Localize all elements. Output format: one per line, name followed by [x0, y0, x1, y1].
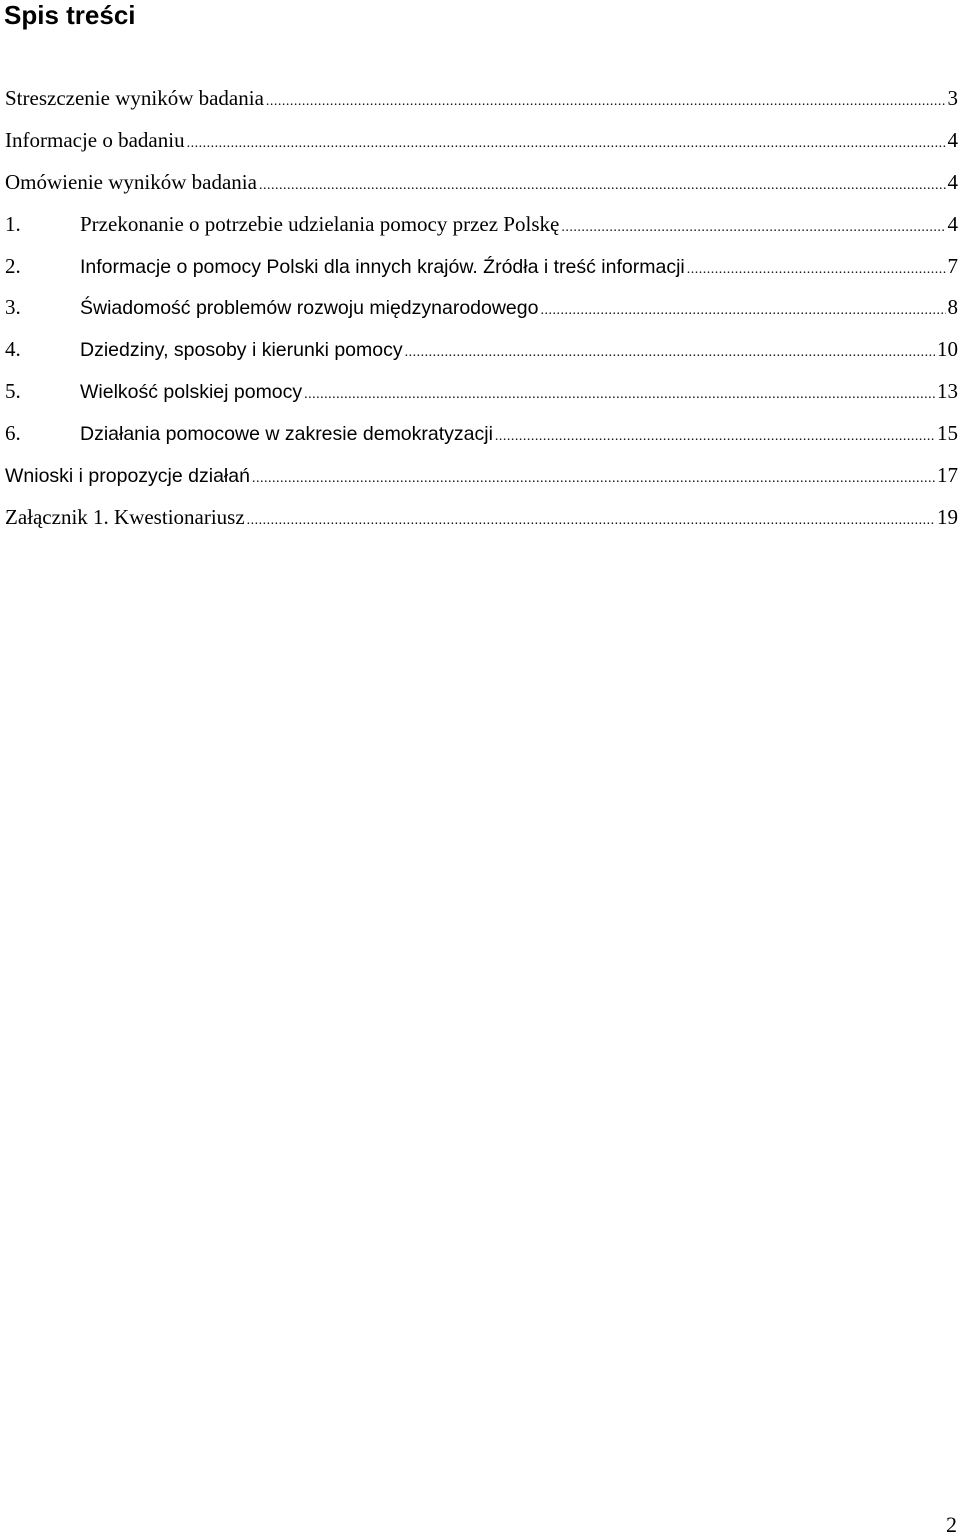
toc-dot-leader [304, 374, 935, 416]
toc-entry-text: Dziedziny, sposoby i kierunki pomocy [80, 339, 403, 362]
toc-dot-leader [405, 332, 935, 374]
toc-entry-streszczenie[interactable] [5, 78, 960, 120]
toc-entry-page: 17 [937, 463, 958, 488]
toc-dot-leader [687, 249, 946, 291]
toc-dot-leader [495, 416, 935, 458]
toc-entry-page: 4 [947, 169, 958, 194]
page-title: Spis treści [4, 0, 136, 30]
toc-dot-leader [561, 207, 945, 249]
toc-entry-zalacznik[interactable] [5, 497, 960, 539]
toc-entry-text: Przekonanie o potrzebie udzielania pomocy przez Polskę [80, 211, 560, 236]
toc-entry-page: 13 [937, 379, 958, 404]
toc-entry-text: Informacje o badaniu [5, 127, 185, 152]
toc-entry-number: 4. [5, 337, 21, 362]
toc-entry-1[interactable] [5, 204, 960, 246]
toc-entry-6[interactable] [5, 413, 960, 455]
toc-entry-text: Świadomość problemów rozwoju międzynarodowego [80, 297, 539, 320]
toc-entry-text: Omówienie wyników badania [5, 169, 257, 194]
toc-entry-number: 1. [5, 211, 21, 236]
toc-entry-number: 3. [5, 295, 21, 320]
toc-dot-leader [187, 123, 946, 165]
toc-entry-number: 6. [5, 421, 21, 446]
toc-entry-page: 4 [947, 211, 958, 236]
toc-entry-text: Informacje o pomocy Polski dla innych krajów. Źródła i treść informacji [80, 255, 685, 278]
toc-entry-3[interactable] [5, 287, 960, 329]
toc-entry-text: Streszczenie wyników badania [5, 86, 264, 110]
toc-entry-4[interactable] [5, 329, 960, 371]
toc-entry-5[interactable] [5, 371, 960, 413]
page-number: 2 [946, 1512, 957, 1537]
toc-entry-wnioski[interactable] [5, 455, 960, 497]
toc-entry-page: 8 [947, 295, 958, 320]
toc-entry-text: Załącznik 1. Kwestionariusz [5, 504, 245, 529]
table-of-contents [5, 78, 960, 539]
toc-entry-page: 4 [947, 127, 958, 152]
toc-dot-leader [259, 165, 946, 207]
toc-entry-page: 10 [937, 337, 958, 362]
toc-dot-leader [540, 290, 945, 332]
toc-entry-page: 3 [947, 86, 958, 110]
toc-entry-page: 19 [937, 504, 958, 529]
toc-entry-text: Działania pomocowe w zakresie demokratyzacji [80, 423, 493, 446]
toc-entry-text: Wielkość polskiej pomocy [80, 381, 303, 404]
toc-entry-page: 15 [937, 421, 958, 446]
toc-entry-number: 2. [5, 253, 21, 278]
toc-entry-number: 5. [5, 379, 21, 404]
toc-dot-leader [266, 81, 946, 123]
toc-dot-leader [247, 500, 935, 542]
toc-entry-page: 7 [947, 253, 958, 278]
toc-entry-omowienie[interactable] [5, 162, 960, 204]
toc-entry-text: Wnioski i propozycje działań [5, 465, 250, 488]
toc-dot-leader [252, 458, 935, 500]
toc-entry-informacje[interactable] [5, 120, 960, 162]
toc-entry-2[interactable] [5, 246, 960, 288]
